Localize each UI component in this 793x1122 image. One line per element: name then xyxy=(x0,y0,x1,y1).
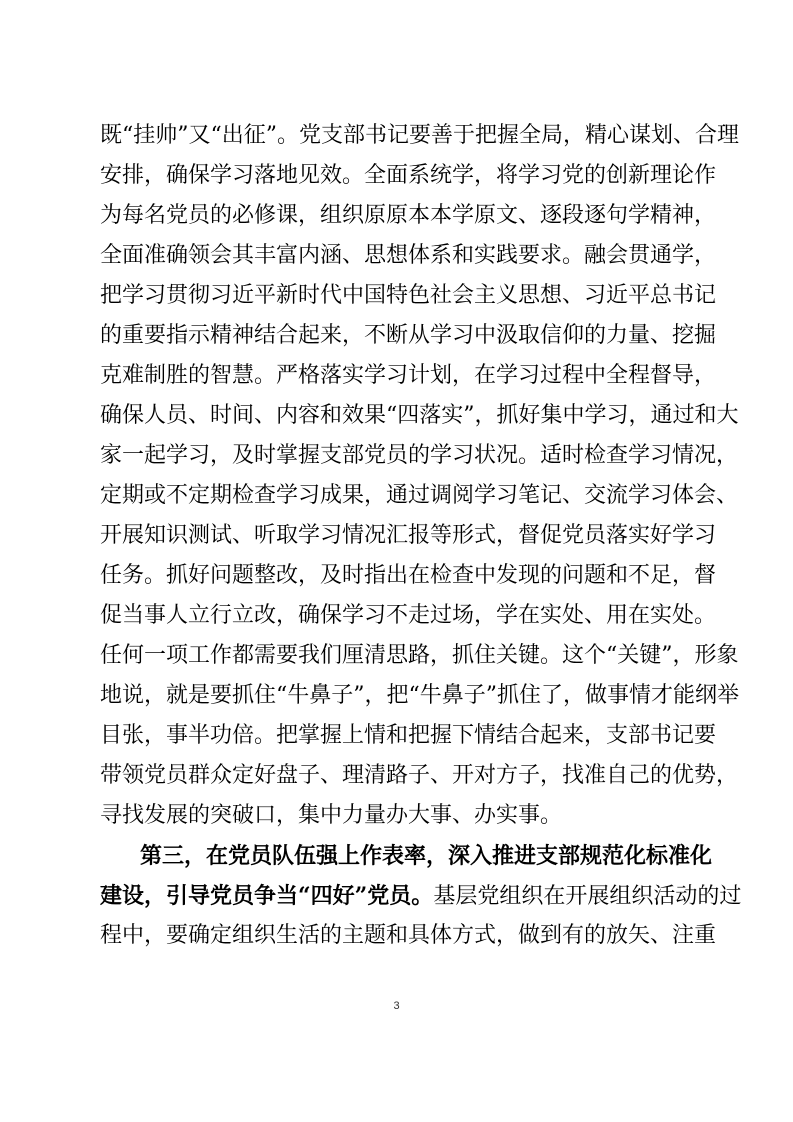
section-heading-emphasis: 建设，引导党员争当“四好”党员。 xyxy=(100,883,434,909)
section-heading-line-mixed xyxy=(100,878,742,914)
paragraph-line: 家一起学习，及时掌握支部党员的学习状况。适时检查学习情况， xyxy=(100,443,739,468)
paragraph-line: 带领党员群众定好盘子、理清路子、开对方子，找准自己的优势， xyxy=(100,763,739,788)
paragraph-line: 定期或不定期检查学习成果，通过调阅学习笔记、交流学习体会、 xyxy=(100,483,739,508)
paragraph-line: 全面准确领会其丰富内涵、思想体系和实践要求。融会贯通学， xyxy=(100,243,717,268)
section-body-text: 基层党组织在开展组织活动的过 xyxy=(433,884,742,909)
paragraph-line: 把学习贯彻习近平新时代中国特色社会主义思想、习近平总书记 xyxy=(100,283,717,308)
page-number: 3 xyxy=(393,1000,400,1012)
paragraph-line: 确保人员、时间、内容和效果“四落实”，抓好集中学习，通过和大 xyxy=(100,403,739,428)
paragraph-line: 开展知识测试、听取学习情况汇报等形式，督促党员落实好学习 xyxy=(100,523,717,548)
paragraph-line: 任务。抓好问题整改，及时指出在检查中发现的问题和不足，督 xyxy=(100,563,717,588)
paragraph-line: 的重要指示精神结合起来，不断从学习中汲取信仰的力量、挖掘 xyxy=(100,323,717,348)
paragraph-line: 安排，确保学习落地见效。全面系统学，将学习党的创新理论作 xyxy=(100,163,717,188)
paragraph-line: 目张，事半功倍。把掌握上情和把握下情结合起来，支部书记要 xyxy=(100,723,717,748)
paragraph-line: 克难制胜的智慧。严格落实学习计划，在学习过程中全程督导， xyxy=(100,363,717,388)
paragraph-line: 任何一项工作都需要我们厘清思路，抓住关键。这个“关键”，形象 xyxy=(100,643,739,668)
section-heading-line: 第三，在党员队伍强上作表率，深入推进支部规范化标准化 xyxy=(140,843,713,869)
paragraph-line: 既“挂帅”又“出征”。党支部书记要善于把握全局，精心谋划、合理 xyxy=(100,123,739,148)
paragraph-line: 地说，就是要抓住“牛鼻子”，把“牛鼻子”抓住了，做事情才能纲举 xyxy=(100,683,739,708)
paragraph-line: 为每名党员的必修课，组织原原本本学原文、逐段逐句学精神， xyxy=(100,203,717,228)
paragraph-line: 寻找发展的突破口，集中力量办大事、办实事。 xyxy=(100,803,563,828)
paragraph-line: 程中，要确定组织生活的主题和具体方式，做到有的放矢、注重 xyxy=(100,923,717,948)
paragraph-line: 促当事人立行立改，确保学习不走过场，学在实处、用在实处。 xyxy=(100,603,717,628)
